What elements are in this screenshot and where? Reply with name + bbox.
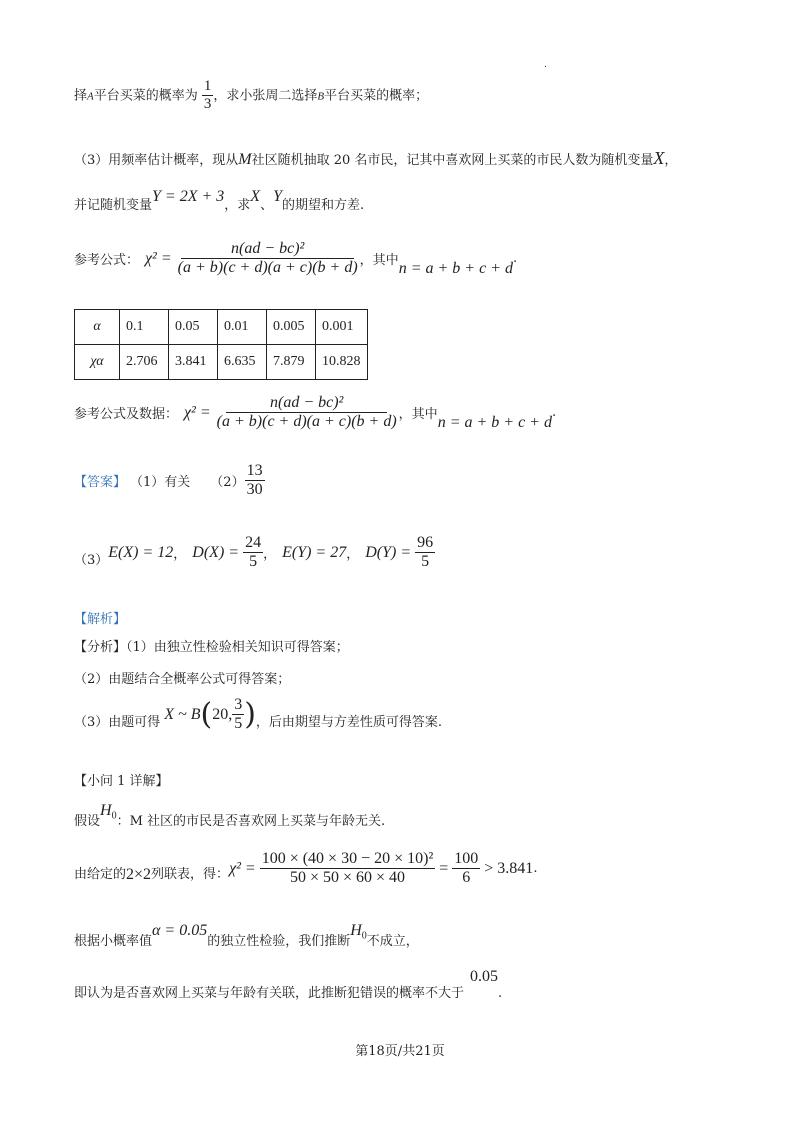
detail-title: 【小问 1 详解】 <box>74 774 169 789</box>
left-paren: ( <box>200 696 213 732</box>
c1-h0: H <box>350 922 362 939</box>
p-num: 3 <box>232 696 244 715</box>
q3b-pre: 并记随机变量 <box>74 198 153 213</box>
answer3-comma: ， <box>173 547 187 563</box>
h0-text: ：M 社区的市民是否喜欢网上买菜与年龄无关. <box>116 814 386 829</box>
q3b-sep: 、 <box>260 198 274 213</box>
line1-pre: 择 <box>74 88 88 104</box>
answer-tag: 【答案】 <box>74 475 127 491</box>
c1-h0-sub: 0 <box>361 930 367 942</box>
c1-mid: 的独立性检验，我们推断 <box>207 934 351 949</box>
question-3b <box>74 188 365 214</box>
line-1 <box>74 78 428 114</box>
right-paren: ) <box>244 696 256 732</box>
conclude-2 <box>74 966 503 1001</box>
formula2-fraction <box>215 394 399 432</box>
line1-post: ，求小张周二选择 <box>213 88 318 104</box>
answer-den: 30 <box>246 481 263 499</box>
chi-cell: 3.841 <box>169 345 218 380</box>
c1-post: 不成立， <box>366 934 419 949</box>
calc-chi: χ² = <box>229 859 256 877</box>
calc-fraction-2 <box>452 850 480 888</box>
q3-x: X <box>653 148 665 168</box>
binomial-dist: X ~ B <box>164 705 201 723</box>
formula-1 <box>74 240 517 278</box>
chi-cell: 7.879 <box>267 345 316 380</box>
answer3-ey: E(Y) = 27 <box>282 543 347 561</box>
formula2-den: (a + b)(c + d)(a + c)(b + d) <box>216 413 397 431</box>
answer3-dy: D(Y) = <box>365 543 412 561</box>
answer-2-fraction <box>245 462 265 500</box>
c2-text: 即认为是否喜欢网上买菜与年龄有关联，此推断犯错误的概率不大于 <box>74 986 465 1001</box>
q3b-x: X <box>250 188 261 205</box>
c2-end: . <box>498 986 503 1001</box>
binomial-p <box>232 696 244 734</box>
dy-den: 5 <box>421 553 430 571</box>
answer3-dx: D(X) = <box>192 543 240 561</box>
q3b-y: Y <box>273 188 282 205</box>
binomial-n: 20, <box>212 705 233 723</box>
formula2-num: n(ad − bc)² <box>226 394 387 413</box>
formula2-lhs: χ² = <box>184 403 211 421</box>
chi-cell: 6.635 <box>218 345 267 380</box>
calc-num: 100 × (40 × 30 − 20 × 10)² <box>260 850 436 869</box>
frac-num: 1 <box>202 78 214 96</box>
analysis-three-pre: （3）由题可得 <box>74 715 161 731</box>
chi-header: χα <box>75 345 120 380</box>
alpha-cell: 0.05 <box>169 310 218 345</box>
answer-3-line <box>74 534 435 572</box>
c1-alpha: α = 0.05 <box>152 922 208 939</box>
formula1-num: n(ad − bc)² <box>181 240 354 259</box>
chi-cell: 2.706 <box>120 345 169 380</box>
dx-num: 24 <box>243 534 263 553</box>
calc-den: 50 × 50 × 60 × 40 <box>289 869 406 887</box>
answer3-comma: ， <box>263 547 277 563</box>
fraction-one-third <box>202 78 214 114</box>
alpha-cell: 0.1 <box>120 310 169 345</box>
line1-tail: 平台买菜的概率； <box>324 88 429 104</box>
alpha-row <box>75 310 368 345</box>
answer3-dx-frac <box>243 534 263 572</box>
calc-table: 2×2 <box>126 865 152 883</box>
q3b-mid: ，求 <box>224 198 251 213</box>
q3b-eq: Y = 2X + 3 <box>152 188 225 205</box>
analysis-three <box>74 696 442 734</box>
c1-pre: 根据小概率值 <box>74 934 153 949</box>
calc-end: . <box>533 861 538 877</box>
calc-line <box>74 850 537 888</box>
alpha-cell: 0.005 <box>267 310 316 345</box>
hypothesis-line <box>74 800 386 829</box>
formula1-n: n = a + b + c + d <box>398 259 513 277</box>
formula2-mid: ，其中 <box>398 407 438 423</box>
q3-end: ， <box>664 153 678 168</box>
formula1-mid: ，其中 <box>359 253 399 269</box>
analysis-three-post: ，后由期望与方差性质可得答案. <box>255 715 443 731</box>
answer-num: 13 <box>245 462 265 481</box>
analysis-tag: 【解析】 <box>74 612 127 627</box>
formula1-den: (a + b)(c + d)(a + c)(b + d) <box>177 259 358 277</box>
calc-mid: 列联表，得： <box>151 867 230 883</box>
q3-text2: 社区随机抽取 20 名市民，记其中喜欢网上买菜的市民人数为随机变量 <box>251 153 654 168</box>
formula-2 <box>74 394 556 432</box>
formula1-fraction <box>176 240 360 278</box>
alpha-header: α <box>75 310 120 345</box>
answer3-ex: E(X) = 12 <box>108 543 174 561</box>
p-den: 5 <box>234 715 243 733</box>
formula1-label: 参考公式： <box>74 253 140 269</box>
critical-value-table <box>74 309 368 380</box>
answer3-pre: （3） <box>74 553 109 569</box>
answer3-comma: ， <box>346 547 360 563</box>
frac-den: 3 <box>203 96 212 113</box>
h0-sub: 0 <box>111 810 117 822</box>
calc-gt: > 3.841 <box>484 859 534 877</box>
question-3 <box>74 148 677 169</box>
h0-pre: 假设 <box>74 814 101 829</box>
analysis-fenxi: 【分析】（1）由独立性检验相关知识可得答案； <box>74 640 349 655</box>
calc-d2: 6 <box>462 869 471 887</box>
dx-den: 5 <box>249 553 258 571</box>
q3-m: M <box>238 151 252 168</box>
q3-text: （3）用频率估计概率，现从 <box>74 153 239 168</box>
line1-mid: 平台买菜的概率为 <box>93 88 198 104</box>
platform-a: A <box>87 90 94 103</box>
formula1-end: . <box>512 251 518 267</box>
platform-b: B <box>317 90 325 103</box>
c2-val: 0.05 <box>470 968 499 985</box>
alpha-cell: 0.01 <box>218 310 267 345</box>
calc-n2: 100 <box>452 850 480 869</box>
formula1-lhs: χ² = <box>145 249 172 267</box>
answer-line <box>74 462 265 500</box>
q3b-post: 的期望和方差. <box>282 198 365 213</box>
conclude-1 <box>74 920 419 949</box>
answer3-dy-frac <box>415 534 435 572</box>
calc-pre: 由给定的 <box>74 867 127 883</box>
answer-1: （1）有关 <box>130 475 191 491</box>
top-dot: . <box>544 60 547 70</box>
analysis-two: （2）由题结合全概率公式可得答案； <box>74 672 291 687</box>
formula2-n: n = a + b + c + d <box>437 413 552 431</box>
h0-symbol: H <box>100 802 112 819</box>
chi-row <box>75 345 368 380</box>
calc-fraction <box>260 850 436 888</box>
page-footer: 第18页/共21页 <box>355 1044 445 1059</box>
answer-2: （2） <box>210 475 245 491</box>
chi-cell: 10.828 <box>316 345 368 380</box>
alpha-cell: 0.001 <box>316 310 368 345</box>
formula2-end: . <box>551 405 557 421</box>
dy-num: 96 <box>415 534 435 553</box>
calc-eq: = <box>439 859 449 877</box>
formula2-label: 参考公式及数据： <box>74 407 179 423</box>
